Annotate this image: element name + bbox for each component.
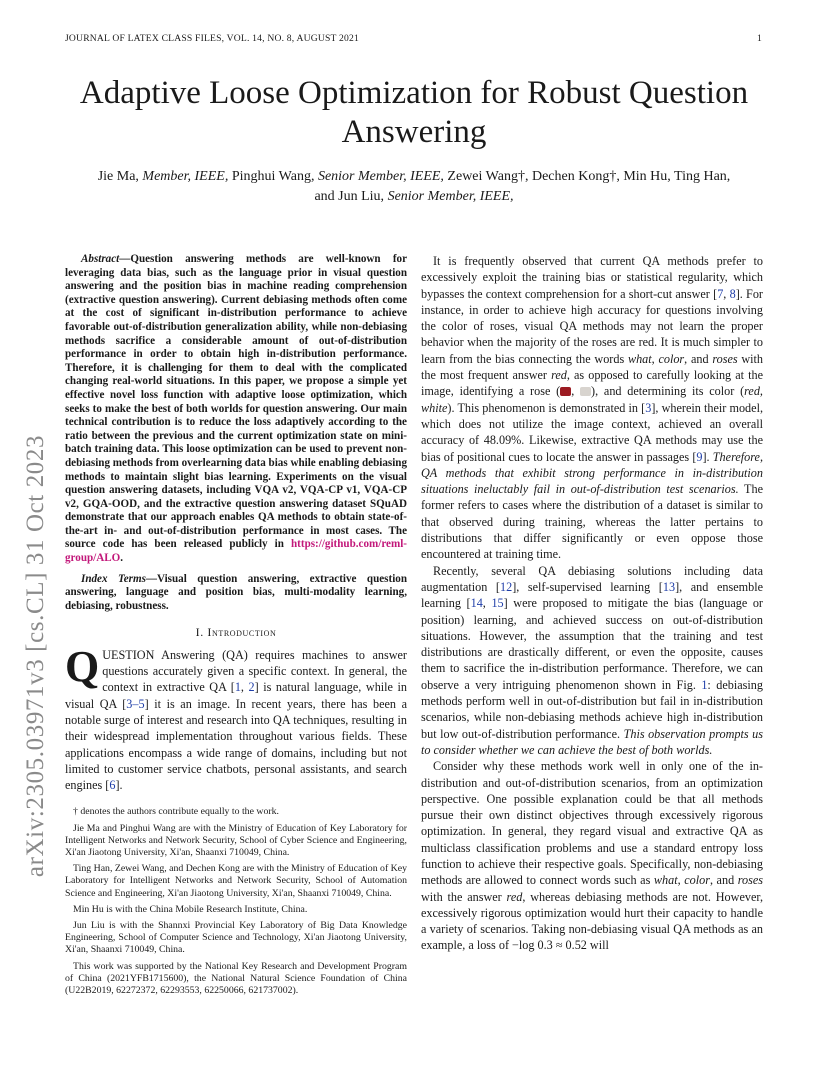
text-run: , whereas debiasing methods are not. However, excessively rigorous optimization would hurt their capacity to handle a variety of scenarios. Taking non-debiasing visual QA methods as an example, a loss of −log 0.3 ≈ 0.52 will xyxy=(421,889,763,953)
italic-term: roses xyxy=(737,873,763,888)
text-run: : debiasing methods perform well in out-of-distribution but fail in in-distribution scenarios, while non-debiasing methods achieve high in-distribution but low out-of-distribution performance. xyxy=(421,677,763,741)
red-rose-image xyxy=(560,387,571,396)
intro-paragraph xyxy=(65,641,407,794)
left-column xyxy=(65,253,407,1001)
page-number: 1 xyxy=(757,33,762,44)
author-text: Jie Ma, xyxy=(97,169,143,184)
dropcap: Q xyxy=(65,641,100,691)
author-list xyxy=(40,167,788,207)
text-run: , xyxy=(677,873,685,888)
section-heading: I. Introduction xyxy=(195,625,277,640)
footnote: This work was supported by the National Key Research and Development Program of China (2021YFB1715600), the National Natural Science Foundation of China (U22B2019, 62272372, 62293553, 62250066, 621737002). xyxy=(65,960,407,997)
body-paragraph xyxy=(421,563,763,759)
citation-link[interactable]: 2 xyxy=(248,680,255,695)
text-run: , xyxy=(651,351,659,366)
right-column xyxy=(421,253,763,954)
running-header: JOURNAL OF LATEX CLASS FILES, VOL. 14, NO. 8, AUGUST 2021 xyxy=(65,33,359,44)
source-code-link[interactable]: https://github.com/reml-group/ALO xyxy=(65,538,407,565)
citation-link[interactable]: 1 xyxy=(234,680,241,695)
citation-link[interactable]: 13 xyxy=(662,579,676,594)
italic-term: what xyxy=(653,873,678,888)
citation-link[interactable]: 15 xyxy=(491,596,504,611)
italic-sentence: Therefore, QA methods that exhibit strong performance in in-distribution situations ineluctably fail in out-of-distribution test scenarios. xyxy=(421,449,763,497)
text-run: ]. For instance, in order to achieve high accuracy for questions involving the color of roses, visual QA methods may not learn the proper behavior when the majority of the roses are red. It is much simpler to learn from the bias connecting the words xyxy=(421,286,763,366)
citation-link[interactable]: 14 xyxy=(470,596,483,611)
italic-term: red xyxy=(551,368,567,383)
citation-link[interactable]: 3–5 xyxy=(126,696,145,711)
italic-term: roses xyxy=(712,351,738,366)
text-run: ], self-supervised learning [ xyxy=(512,579,663,594)
author-text: Pinghui Wang, xyxy=(228,169,318,184)
citation-link[interactable]: 7 xyxy=(717,286,724,301)
text-run: , and xyxy=(709,873,738,888)
citation-link[interactable]: 6 xyxy=(109,778,116,793)
figure-link[interactable]: 1 xyxy=(701,677,708,692)
body-paragraph: It is frequently observed that current QA methods prefer to excessively exploit the training bias or statistical regularity, which bypasses the context comprehension for a short-cut answer [7, 8]. For instance, in order to achieve high accuracy for questions involving the color of roses, visual QA methods may not learn the proper behavior when the majority of the roses are red. It is much simpler to learn from the bias connecting the words what, color, and roses with the most frequent answer red, as opposed to carefully looking at the image, identifying a rose ( , ), and determining its color (red, white). This phenomenon is demonstrated in [3], wherein their model, which does not utilize the image context, achieved an overall accuracy of 48.09%. Likewise, extractive QA methods may use the bias of positional cues to locate the answer in passages [9]. Therefore, QA methods that exhibit strong performance in in-distribution situations ineluctably fail in out-of-distribution test scenarios. The former refers to cases where the distribution of a dataset is similar to that observed during training, whereas the latter pertains to distributions that differ significantly or even oppose those encountered at training time. xyxy=(421,254,764,562)
text-run: ). This phenomenon is demonstrated in [ xyxy=(447,400,646,415)
text-run: Recently, several QA debiasing solutions including data augmentation [ xyxy=(421,563,763,594)
text-run: UESTION Answering (QA) requires machines to answer questions accurately given a specific context. In general, the context in extractive QA [ xyxy=(102,647,407,695)
text-run: , xyxy=(482,596,492,611)
text-run: ]. xyxy=(702,449,713,464)
text-run: It is frequently observed that current QA methods prefer to excessively exploit the training bias or statistical regularity, which bypasses the context comprehension for a short-cut answer [ xyxy=(421,254,763,301)
citation-link[interactable]: 3 xyxy=(645,400,652,415)
abstract-end: . xyxy=(120,552,124,565)
index-terms-label: Index Terms xyxy=(81,572,146,585)
italic-sentence: This observation prompts us to consider whether we can achieve the best of both worlds. xyxy=(421,726,763,757)
index-terms-text: —Visual question answering, extractive question answering, language and position bias, multi-modality learning, debiasing, robustness. xyxy=(65,572,407,612)
footnote: Ting Han, Zewei Wang, and Dechen Kong are with the Ministry of Education of Key Laboratory for Intelligent Networks and Network Security, School of Automation Science and Engineering, Xi'an Jiaotong University, Xi'an, Shaanxi 710049, China. xyxy=(65,863,407,899)
text-run: ], wherein their model, which does not utilize the image context, achieved an overall accuracy of 48.09%. Likewise, extractive QA methods may use the bias of positional cues to locate the answer in passages [ xyxy=(421,400,763,464)
text-run: with the most frequent answer xyxy=(421,351,764,383)
author-affil: Member, IEEE, xyxy=(142,169,229,184)
text-run: The former refers to cases where the distribution of a dataset is similar to that observed during training, whereas the latter pertains to distributions that differ significantly or even oppose those encountered at training time. xyxy=(421,482,763,562)
footnote: Jun Liu is with the Shannxi Provincial Key Laboratory of Big Data Knowledge Engineering, School of Computer Science and Technology, Xi'an Jiaotong University, Xi'an, Shaanxi 710049, China. xyxy=(65,920,407,956)
italic-term: color xyxy=(684,873,710,888)
citation-link[interactable]: 12 xyxy=(500,579,513,594)
text-run: , and xyxy=(684,351,713,366)
footnote: Jie Ma and Pinghui Wang are with the Ministry of Education of Key Laboratory for Intelligent Networks and Network Security, School of Cyber Science and Engineering, Xi'an Jiaotong University, Xi'an, Shaanxi 710049, China. xyxy=(65,822,407,859)
italic-term: red xyxy=(506,889,523,904)
text-run: , as opposed to carefully looking at the image, identifying a rose ( xyxy=(421,368,763,399)
author-affil: Senior Member, IEEE, xyxy=(387,189,514,204)
text-run: ] were proposed to mitigate the bias (language or position) learning, and achieved success on out-of-distribution situations. However, the assumption that the training and test distributions are drastically different, or even the opposite, causes them to sacrifice the in-distribution performance. Therefore, we can observe a very intriguing phenomenon shown in Fig. xyxy=(421,596,763,692)
abstract-text: —Question answering methods are well-known for leveraging data bias, such as the language prior in visual question answering and the position bias in machine reading comprehension (extractive question answering). Current debiasing methods often come at the cost of significant in-distribution performance to achieve favorable out-of-distribution generalization ability, while non-debiasing methods sacrifice a considerable amount of out-of-distribution performance in order to obtain high in-distribution performance. Therefore, it is challenging for them to deal with the complicated changing real-world situations. In this paper, we propose a simple yet effective novel loss function with adaptive loose optimization, which seeks to make the best of both worlds for question answering. Our main technical contribution is to reduce the loss adaptively according to the ratio between the previous and the current optimization state on mini-batch training data. This loose optimization can be used to prevent non-debiasing methods from overlearning data bias while enabling debiasing methods to maintain slight bias learning. Experiments on the visual question answering datasets, including VQA v2, VQA-CP v1, VQA-CP v2, GQA-OOD, and the extractive question answering dataset SQuAD demonstrate that our approach enables QA methods to obtain state-of-the-art in- and out-of-distribution performance in most cases. The source code has been released publicly in xyxy=(65,253,407,551)
arxiv-sidebar-stamp: arXiv:2305.03971v3 [cs.CL] 31 Oct 2023 xyxy=(22,434,49,878)
italic-term: what xyxy=(627,351,652,366)
footnote: † denotes the authors contribute equally to the work. xyxy=(73,806,279,818)
abstract-label: Abstract xyxy=(81,253,120,265)
abstract xyxy=(65,253,407,566)
text-run: ] is natural language, while in visual QA [ xyxy=(65,680,407,711)
citation-link[interactable]: 8 xyxy=(729,286,736,301)
italic-term: red, white xyxy=(421,384,763,415)
text-run: ] it is an image. In recent years, there has been a notable surge of interest and research into QA techniques, resulting in their widespread implementation throughout various fields. These applications encompass a wide range of domains, including but not limited to customer service chatbots, personal assistants, and search engines [ xyxy=(65,696,407,793)
index-terms xyxy=(65,573,407,614)
paper-title: Adaptive Loose Optimization for Robust Question Answering xyxy=(79,75,749,150)
text-run: ]. xyxy=(115,778,123,793)
text-run: , xyxy=(240,680,249,695)
white-rose-image xyxy=(580,387,591,396)
footnote: Min Hu is with the China Mobile Research Institute, China. xyxy=(73,903,308,915)
citation-link[interactable]: 9 xyxy=(696,449,703,464)
text-run: with the answer xyxy=(421,889,507,904)
text-run: ), and determining its color ( xyxy=(591,384,745,399)
author-affil: Senior Member, IEEE, xyxy=(317,169,444,184)
text-run: ], and ensemble learning [ xyxy=(421,579,763,611)
text-run: , xyxy=(723,286,730,301)
text-run: Consider why these methods work well in only one of the in-distribution and out-of-distribution scenarios, from an optimization perspective. One possible explanation could be that all methods pursue their own distinct objectives through excessively rigorous optimization. In general, they regard visual and extractive QA as multiclass classification problems and use a standard entropy loss function to achieve their respective goals. Specifically, non-debiasing methods are allowed to connect words such as xyxy=(421,759,763,888)
author-text: and Jun Liu, xyxy=(314,189,388,204)
italic-term: color xyxy=(658,351,685,366)
body-paragraph xyxy=(421,758,763,954)
author-text: Zewei Wang†, Dechen Kong†, Min Hu, Ting Han, xyxy=(443,169,731,184)
